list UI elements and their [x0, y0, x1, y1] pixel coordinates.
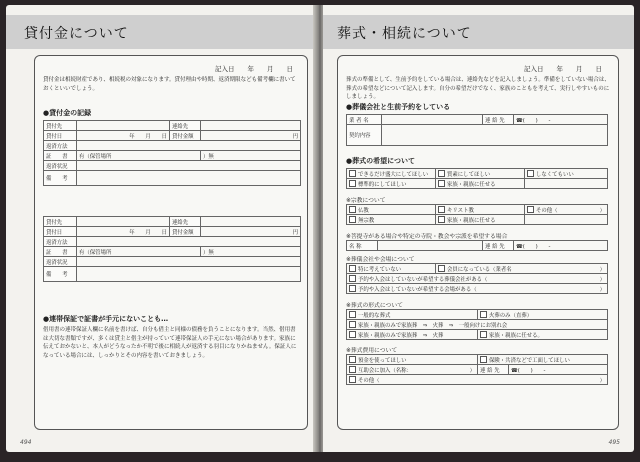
left-frame — [34, 55, 308, 430]
left-intro: 貸付金は相続財産であり、相続税の対象になります。貸付理由や時期、返済期限なども備考欄に書いておくといいでしょう。 — [43, 77, 296, 92]
right-header — [323, 15, 634, 49]
religion-table: 仏教 キリスト教 その他（ ） 無宗教 家族・親族に任せる — [346, 204, 608, 225]
left-page-number: 494 — [20, 439, 32, 446]
loan-record-table-1: 貸付先 連絡先 貸付日 年 月 日 貸付金額 円 返済方法 証 書 有（保管場所 ）無 返済状況 備 考 — [43, 120, 301, 186]
temple-table: 名 称 連 絡 先 ☎( ) - — [346, 240, 608, 251]
left-header — [6, 15, 317, 49]
right-frame — [337, 55, 619, 430]
hall-heading: ※葬儀会社や会場について — [346, 257, 415, 263]
left-section-guarantee: ●連帯保証で証書が手元にないことも… — [43, 315, 169, 323]
temple-heading: ※菩提寺がある場合や特定の寺院・教会や宗派を希望する場合 — [346, 234, 508, 240]
left-title: 貸付金について — [24, 26, 129, 42]
right-section-company: ●葬儀会社と生前予約をしている — [346, 103, 451, 111]
right-date: 記入日 年 月 日 — [524, 65, 602, 73]
right-title: 葬式・相続について — [337, 26, 472, 42]
form-table: 一般的な葬式 火葬のみ（直葬） 家族・親族のみで家族葬 ⇒ 火葬 ⇒ 一般向けにお別れ会 家族・親族のみで家族葬 ⇒ 火葬 家族・親族に任せる。 — [346, 309, 608, 340]
cost-table: 預金を使ってほしい 保険・共済などで工面してほしい 互助会に加入（名称： ） 連 絡 先 ☎( ) - その他（ ） — [346, 354, 608, 385]
left-page — [6, 5, 317, 452]
form-heading: ※葬式の形式について — [346, 303, 403, 309]
loan-record-table-2: 貸付先 連絡先 貸付日 年 月 日 貸付金額 円 返済方法 証 書 有（保管場所 ）無 返済状況 備 考 — [43, 216, 301, 282]
right-page-number: 495 — [608, 439, 620, 446]
religion-heading: ※宗教について — [346, 198, 386, 204]
right-page — [323, 5, 634, 452]
left-guarantee-text: 借用書の連帯保証人欄に名前を書けば、自分も借主と同様の債務を負うことになります。当然、借用書は大切な書類ですが、多くは貸主と借主が持っていて連帯保証人の手元にない場合があります。家族に伝えておかないと、本人がどうなったか不明で後に相続人が返済する羽目になりかねません。保証人になっている場合には、しっかりとその内容を書いておきましょう。 — [43, 327, 297, 359]
cost-heading: ※葬式費用について — [346, 348, 398, 354]
right-intro: 葬式の準備として、生前予約をしている場合は、連絡先などを記入しましょう。準備をしていない場合は、葬式の希望などについて記入します。自分の希望だけでなく、家族のこともを考えて、実行しやすいものにしましょう。 — [346, 77, 610, 100]
right-section-wishes: ●葬式の希望について — [346, 157, 415, 165]
left-section-record: ●貸付金の記録 — [43, 109, 92, 117]
left-date: 記入日 年 月 日 — [215, 65, 293, 73]
funeral-company-table: 業 者 名 連 絡 先 ☎( ) - 契約内容 — [346, 114, 608, 146]
hall-table: 特に考えていない 会員になっている（業者名 ） 予約や入会はしていないが希望する葬儀会社がある（ ） 予約や入会はしていないが希望する会場がある（ ） — [346, 263, 608, 294]
funeral-wish-table: できるだけ盛大にしてほしい 質素にしてほしい しなくてもいい 標準的にしてほしい 家族・親族に任せる — [346, 168, 608, 189]
